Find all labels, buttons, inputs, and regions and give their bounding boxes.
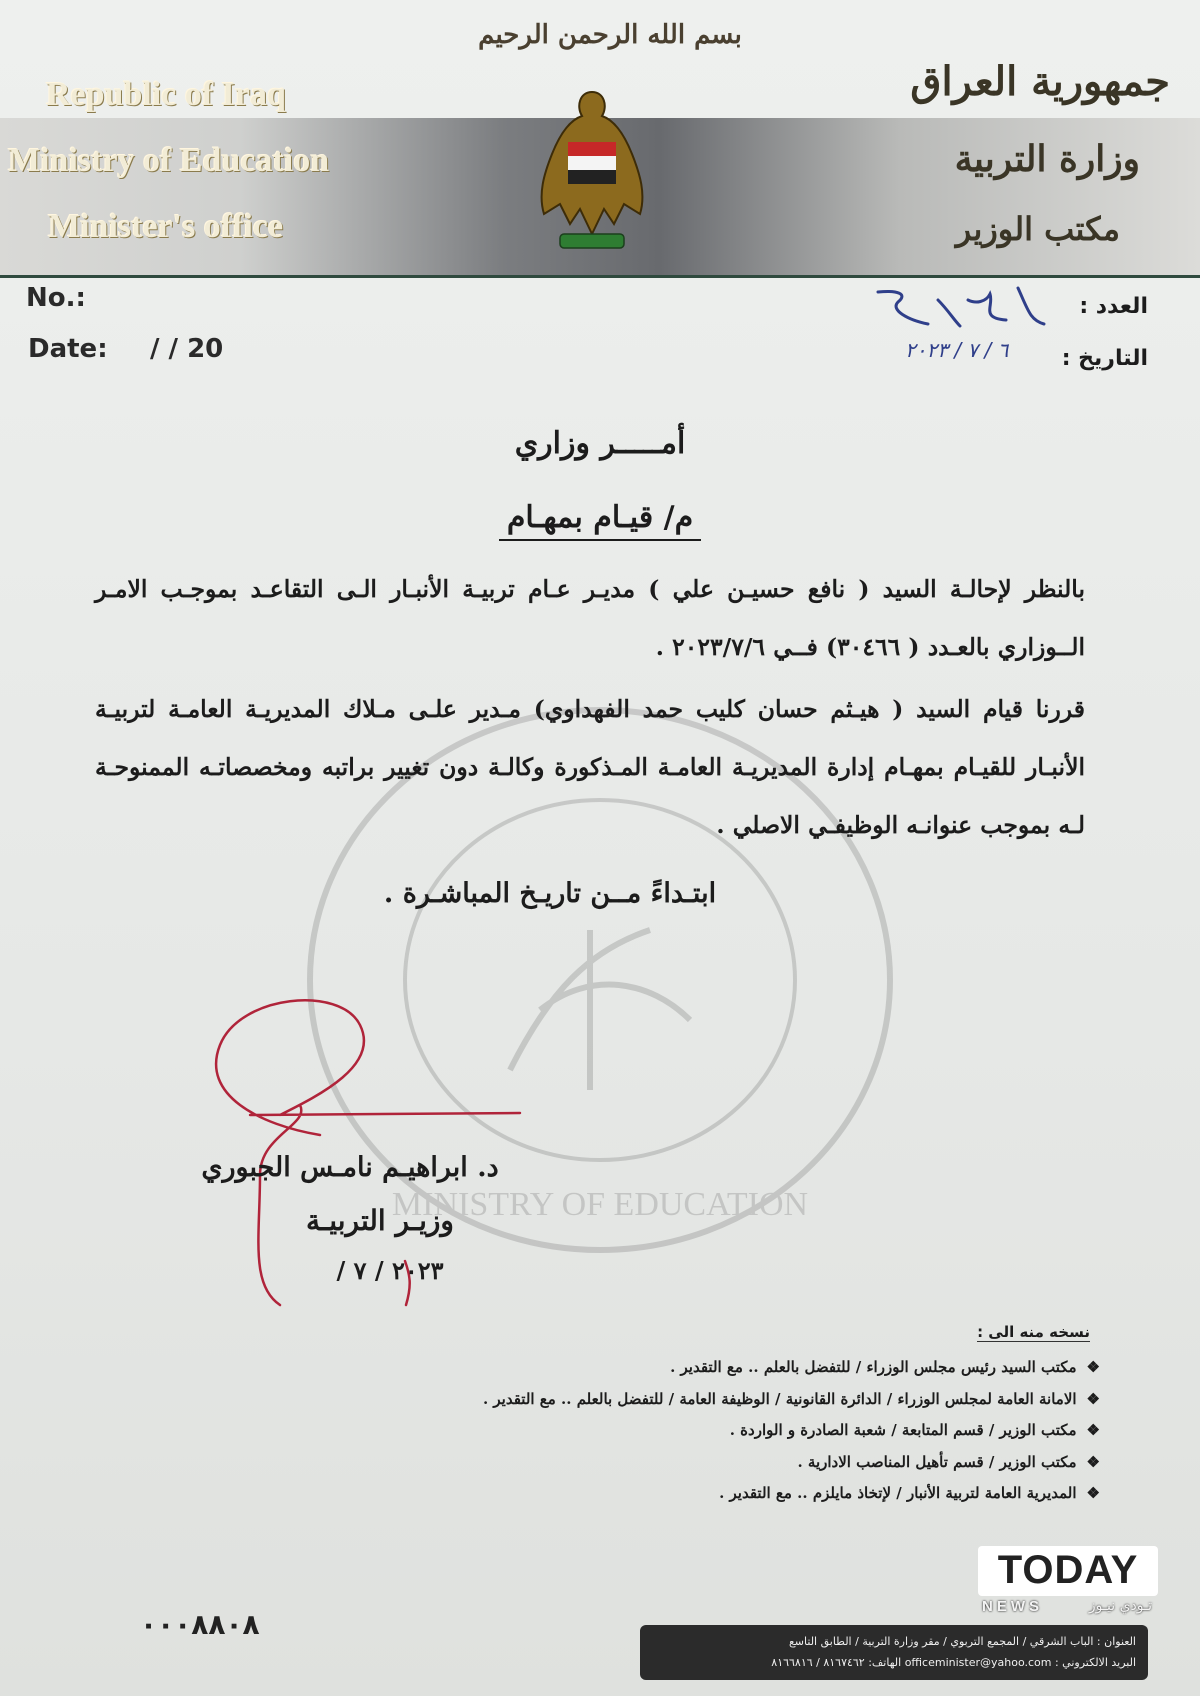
copy-recipient: الامانة العامة لمجلس الوزراء / الدائرة القانونية / الوظيفة العامة / للتفضل بالعلم .. مع التقدير . (482, 1389, 1077, 1408)
letterhead-en-country: Republic of Iraq (46, 76, 286, 113)
letterhead-ar-office: مكتب الوزير (955, 210, 1120, 248)
letterhead-en-office: Minister's office (48, 208, 284, 245)
letterhead-en-ministry: Ministry of Education (8, 142, 330, 179)
eagle-emblem-icon (530, 84, 655, 254)
letterhead-ar-ministry: وزارة التربية (954, 138, 1140, 180)
letterhead-ar-country: جمهورية العراق (910, 58, 1170, 105)
copy-recipient: مكتب السيد رئيس مجلس الوزراء / للتفضل بالعلم .. مع التقدير . (670, 1358, 1077, 1376)
footer-contact-box (640, 1625, 1148, 1680)
reference-date-template: / / 20 (150, 334, 224, 364)
copy-recipient: مكتب الوزير / قسم تأهيل المناصب الادارية . (797, 1452, 1077, 1471)
bullet-icon: ❖ (1086, 1358, 1100, 1376)
order-paragraph-retirement: بالنظر لإحالـة السيد ( نافع حسيـن علي ) مديـر عـام تربيـة الأنبـار الـى التقاعـد بموجـب الامـر الــوزاري بالعـدد ( ٣٠٤٦٦) فــي ٢٠٢٣/٧/٦ . (95, 575, 1085, 661)
today-news-watermark (978, 1546, 1158, 1620)
order-paragraph-assignment: قررنا قيام السيد ( هيـثم حسان كليب حمد الفهداوي) مـدير علـى مـلاك المديريـة العامـة لتربيـة الأنبـار للقيـام بمهـام إدارة المديريـة العامـة المـذكورة وكالـة دون تغيير براتبه ومخصصاتـه الممنوحـة لـه بموجب عنوانـه الوظيفـي الاصلي . (95, 695, 1085, 839)
reference-number-label: No.: (26, 283, 86, 313)
letterhead-divider (0, 275, 1200, 278)
watermark-news-en: NEWS (982, 1598, 1043, 1615)
seal-text: MINISTRY OF EDUCATION (391, 1186, 809, 1223)
watermark-brand: TODAY (997, 1548, 1139, 1592)
signatory-title: وزيـر التربيـة (306, 1204, 454, 1237)
document-serial: ٠٠٠٨٨٠٨ (140, 1608, 260, 1641)
basmala: بسم الله الرحمن الرحيم (478, 20, 742, 50)
bullet-icon: ❖ (1086, 1421, 1100, 1439)
order-subject (400, 500, 800, 535)
copies-heading: نسخه منه الى : (977, 1323, 1090, 1341)
handwritten-date: ٦ / ٧ / ٢٠٢٣ (905, 338, 1009, 362)
copy-recipient: المديرية العامة لتربية الأنبار / لإتخاذ مايلزم .. مع التقدير . (719, 1484, 1077, 1502)
copy-recipient: مكتب الوزير / قسم المتابعة / شعبة الصادرة و الواردة . (729, 1421, 1077, 1439)
footer-contact: البريد الالكتروني : officeminister@yahoo.com الهاتف: ٨١٦٧٤٦٢ / ٨١٦٦٨١٦ (771, 1656, 1136, 1669)
list-item (300, 1384, 1100, 1416)
watermark-news-ar: تـودي نيـوز (1088, 1598, 1152, 1614)
signatory-name: د. ابراهيـم نامـس الجبوري (201, 1152, 499, 1183)
list-item (300, 1447, 1100, 1479)
handwritten-number-icon (868, 280, 1058, 340)
reference-date-label-ar: التاريخ : (1061, 346, 1148, 371)
bullet-icon: ❖ (1086, 1484, 1100, 1502)
copies-list (300, 1352, 1100, 1510)
reference-date-label: Date: (28, 334, 108, 364)
list-item (300, 1415, 1100, 1447)
list-item (300, 1478, 1100, 1510)
reference-number-label-ar: العدد : (1079, 294, 1148, 319)
list-item (300, 1352, 1100, 1384)
order-title: أمـــــر وزاري (514, 426, 686, 461)
signatory-date: ٢٠٢٣ / ٧ / (336, 1256, 444, 1285)
bullet-icon: ❖ (1086, 1389, 1100, 1408)
order-subject-text: م/ قيـام بمهـام (499, 500, 701, 541)
order-effective-clause: ابتـداءً مــن تاريـخ المباشـرة . (383, 878, 717, 909)
footer-address: العنوان : الباب الشرقي / المجمع التربوي / مقر وزارة التربية / الطابق التاسع (788, 1635, 1136, 1648)
bullet-icon: ❖ (1086, 1452, 1100, 1471)
